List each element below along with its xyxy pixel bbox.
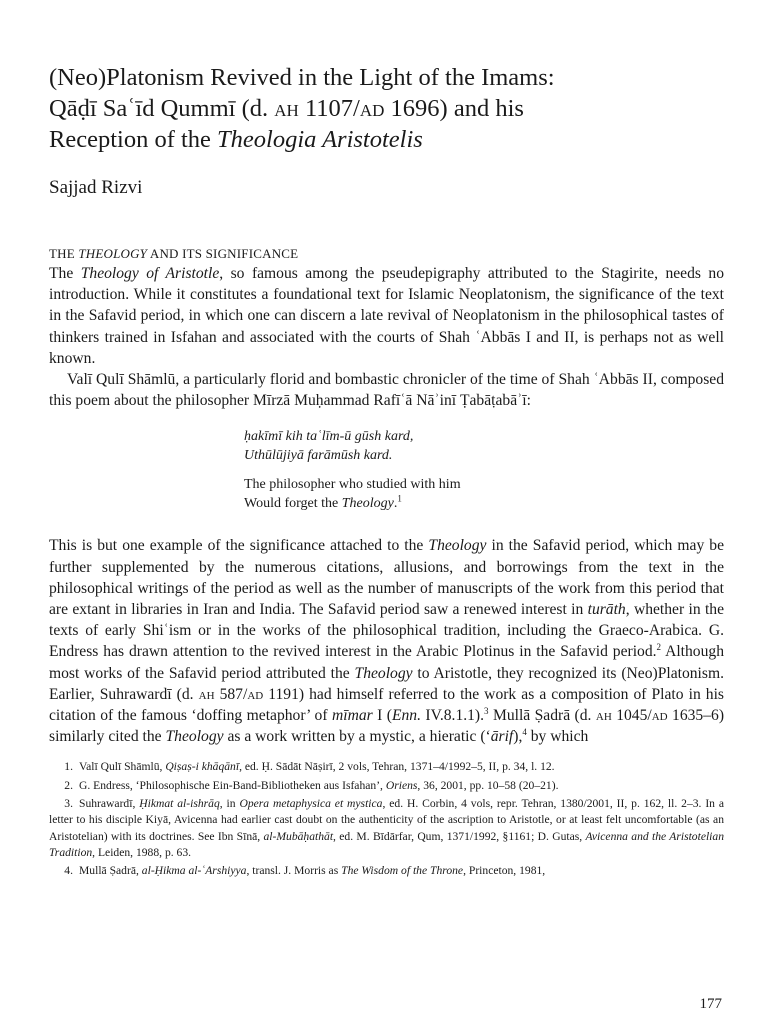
footnote-2: 2. G. Endress, ‘Philosophische Ein-Band-Bibliotheken aus Isfahan’, Oriens, 36, 2001, pp. 10–58 (20–21). [64,778,559,792]
title-line-1: (Neo)Platonism Revived in the Light of the Imams: [49,64,555,91]
paragraph-2: Valī Qulī Shāmlū, a particularly florid and bombastic chronicler of the time of Shah ʿAbbās II, composed this poem about the philosopher Mīrzā Muḥammad Rafīʿā Nāʾinī Ṭabāṭabāʾī: [49,371,724,410]
verse-line-2: Uthūlūjiyā farāmūsh kard. [244,448,393,464]
body-text [49,263,724,747]
footnote-ref-2[interactable]: 2 [656,642,662,653]
article-page [49,62,724,882]
page-number: 177 [699,996,722,1012]
article-title [49,62,724,155]
title-line-2b: 1107/ [298,95,360,122]
verse-translation-2: Would forget the Theology.$^1$ [244,493,402,512]
title-line-2c: 1696) and his [384,95,524,122]
title-era-ad: ad [359,95,385,122]
footnote-4: 4. Mullā Ṣadrā, al-Ḥikma al-ʿArshiyya, transl. J. Morris as The Wisdom of the Throne, Princeton, 1981, [64,864,546,878]
footnote-ref-3[interactable]: 3 [484,705,489,716]
title-line-3a: Reception of the [49,126,218,153]
verse-line-1: ḥakīmī kih taʿlīm-ū gūsh kard, [244,429,414,445]
footnote-1: 1. Valī Qulī Shāmlū, Qiṣaṣ-i khāqānī, ed. Ḥ. Sādāt Nāṣirī, 2 vols, Tehran, 1371–4/1992–5, II, p. 34, l. 12. [64,760,555,774]
author-name: Sajjad Rizvi [49,177,143,198]
title-line-3-italic: Theologia Aristotelis [217,126,423,153]
footnotes [49,759,724,879]
verse-translation-1: The philosopher who studied with him [244,477,461,493]
footnote-3: 3. Suhrawardī, Ḥikmat al-ishrāq, in Opera metaphysica et mystica, ed. H. Corbin, 4 vols, repr. Tehran, 1380/2001, II, p. 162, ll. 2–3. In a letter to his disciple Kiyā, Avicenna had earlier cast doubt on the authenticity of the ascription to Aristotle, or at least felt uncomfortable (as an Aristotelian) with its doctrines. See Ibn Sīnā, al-Mubāḥathāt, ed. M. Bīdārfar, Qum, 1371/1992, §1161; D. Gutas, Avicenna and the Aristotelian Tradition, Leiden, 1988, p. 63. [49,797,724,859]
verse-block [244,427,724,513]
title-era-ah: ah [274,95,299,122]
paragraph-1: The Theology of Aristotle, so famous among the pseudepigraphy attributed to the Stagirite, needs no introduction. While it constitutes a foundational text for Islamic Neoplatonism, the significance of the text in the Safavid period, in which one can discern a late revival of Neoplatonism in the philosophical tastes of thinkers trained in Isfahan and associated with the courts of Shah ʿAbbās I and II, is perhaps not as well known. [49,265,725,367]
paragraph-3: This is but one example of the significance attached to the Theology in the Safavid period, which may be further supplemented by the numerous citations, allusions, and borrowings from the text in the philosophical writings of the period as well as the number of manuscripts of the work from this period that are extant in libraries in Iran and India. The Safavid period saw a renewed interest in turāth, whether in the texts of early Shiʿism or in the works of the philosophical tradition, including the Graeco-Arabica. G. Endress has drawn attention to the revived interest in the Arabic Plotinus in the Safavid period.$^2$ Although most works of the Safavid period attributed the Theology to Aristotle, they recognized its (Neo)Platonism. Earlier, Suhrawardī (d. ah 587/ad 1191) had himself referred to the work as a composition of Plato in his citation of the famous ‘doffing metaphor’ of mīmar I (Enn. IV.8.1.1).$^3$ Mullā Ṣadrā (d. ah 1045/ad 1635–6) similarly cited the Theology as a work written by a mystic, a hieratic (‘ārif),$^4$ by which [49,537,725,746]
title-line-2a: Qāḍī Saʿīd Qummī (d. [49,95,275,122]
footnote-ref-4[interactable]: 4 [522,727,527,738]
footnote-ref-1[interactable]: 1 [397,493,402,504]
section-heading: THE THEOLOGY AND ITS SIGNIFICANCE [49,246,299,261]
